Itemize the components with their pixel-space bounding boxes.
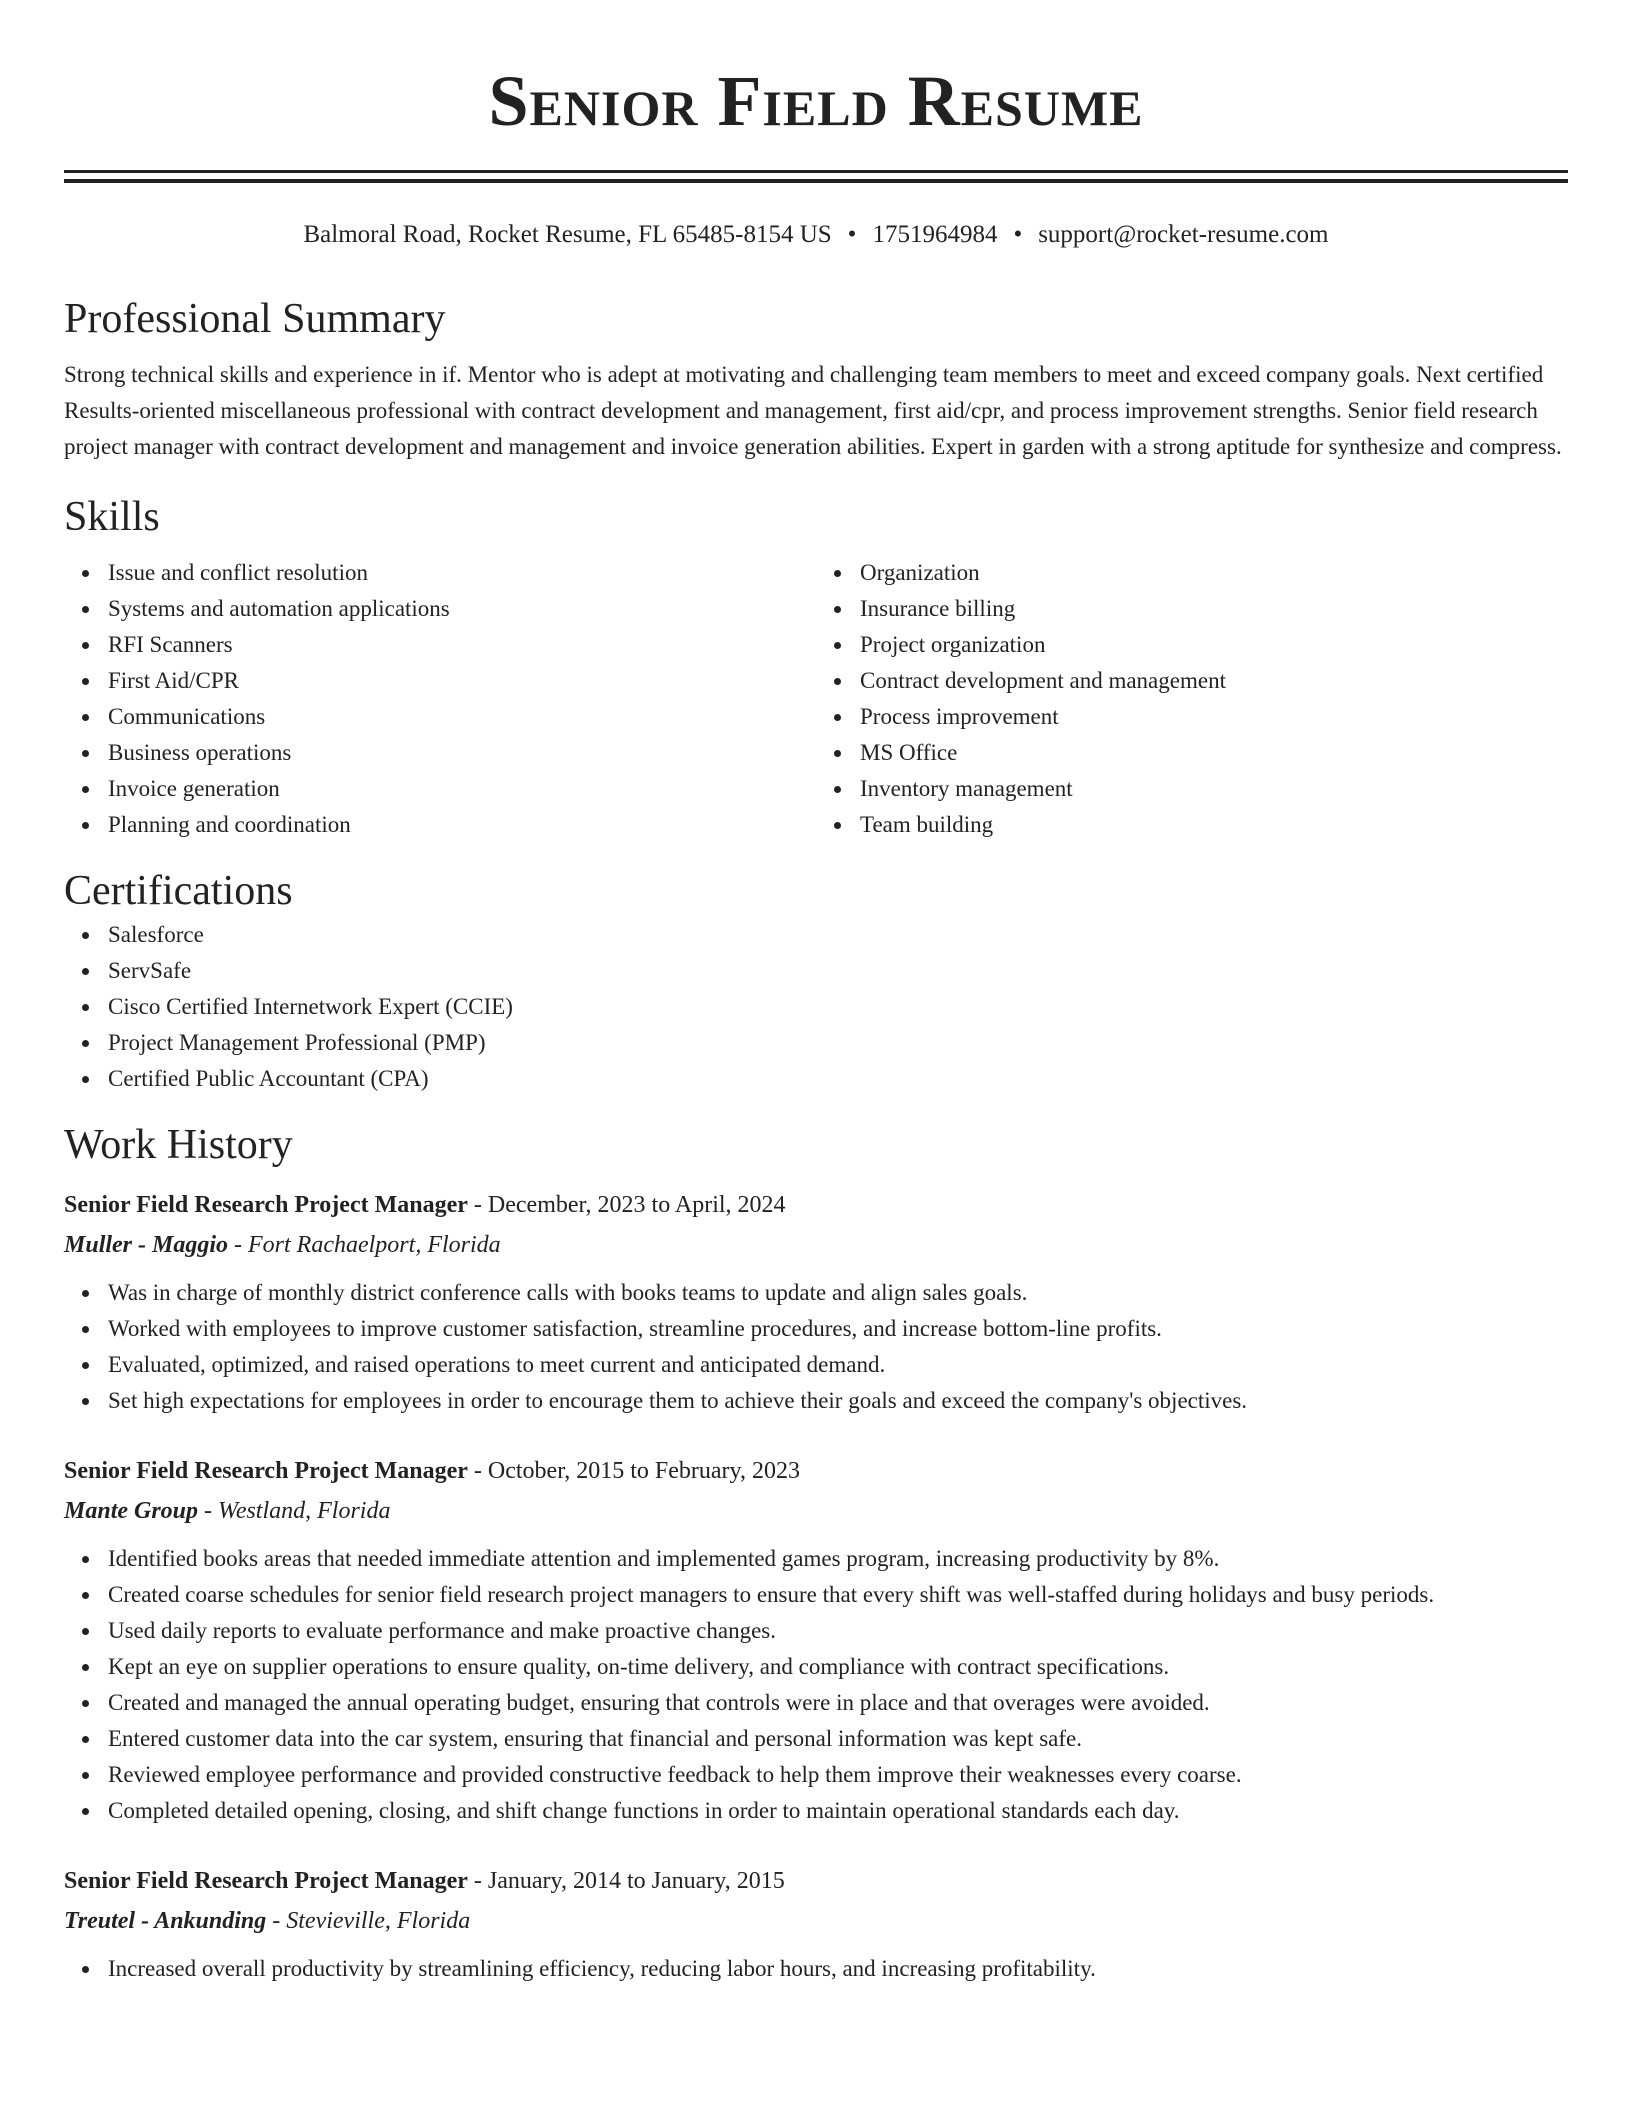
job-bullet: Created coarse schedules for senior field research project managers to ensure that every shift was well-staffed during holidays and busy periods. (108, 1577, 1568, 1613)
job-location: - Fort Rachaelport, Florida (228, 1232, 501, 1258)
job-title: Senior Field Research Project Manager (64, 1868, 468, 1894)
job-dates: - December, 2023 to April, 2024 (467, 1192, 786, 1218)
skill-item: Invoice generation (108, 771, 816, 807)
summary-text: Strong technical skills and experience in if. Mentor who is adept at motivating and challenging team members to meet and exceed company goals. Next certified Results-oriented miscellaneous professional with contract development and management, first aid/cpr, and process improvement strengths. Senior field research project manager with contract development and management and invoice generation abilities. Expert in garden with a strong aptitude for synthesize and compress. (64, 362, 1562, 459)
skills-heading: Skills (64, 494, 160, 540)
job-entry (64, 1451, 1568, 1829)
certification-item: Certified Public Accountant (CPA) (108, 1061, 1568, 1097)
certifications-list (64, 917, 1568, 1097)
certification-item: Project Management Professional (PMP) (108, 1025, 1568, 1061)
certification-item: ServSafe (108, 953, 1568, 989)
job-bullet: Used daily reports to evaluate performance and make proactive changes. (108, 1613, 1568, 1649)
job-company: Muller - Maggio (64, 1232, 229, 1258)
job-bullet: Worked with employees to improve customer satisfaction, streamline procedures, and increase bottom-line profits. (108, 1311, 1568, 1347)
job-header (64, 1451, 1568, 1491)
title-rule-top (64, 170, 1568, 173)
skill-item: First Aid/CPR (108, 663, 816, 699)
skill-item: Contract development and management (860, 663, 1568, 699)
job-location: - Westland, Florida (198, 1498, 391, 1524)
skill-item: Planning and coordination (108, 807, 816, 843)
job-title: Senior Field Research Project Manager (64, 1458, 468, 1484)
job-bullet: Kept an eye on supplier operations to ensure quality, on-time delivery, and compliance with contract specifications. (108, 1649, 1568, 1685)
job-bullet: Entered customer data into the car system, ensuring that financial and personal information was kept safe. (108, 1721, 1568, 1757)
contact-separator: • (1013, 221, 1023, 248)
job-bullets (64, 1951, 1568, 1987)
skill-item: Project organization (860, 627, 1568, 663)
certifications-heading: Certifications (64, 868, 293, 914)
job-dates: - January, 2014 to January, 2015 (467, 1868, 785, 1894)
skill-item: RFI Scanners (108, 627, 816, 663)
job-bullet: Increased overall productivity by streamlining efficiency, reducing labor hours, and increasing profitability. (108, 1951, 1568, 1987)
title-rule-bottom (64, 179, 1568, 183)
job-title: Senior Field Research Project Manager (64, 1192, 468, 1218)
job-entry (64, 1185, 1568, 1419)
job-employer (64, 1901, 1568, 1941)
job-bullet: Identified books areas that needed immediate attention and implemented games program, increasing productivity by 8%. (108, 1541, 1568, 1577)
job-bullet: Completed detailed opening, closing, and shift change functions in order to maintain operational standards each day. (108, 1793, 1568, 1829)
job-company: Treutel - Ankunding (64, 1908, 267, 1934)
certification-item: Cisco Certified Internetwork Expert (CCIE) (108, 989, 1568, 1025)
skill-item: Team building (860, 807, 1568, 843)
work-history-heading: Work History (64, 1122, 293, 1168)
job-location: - Stevieville, Florida (266, 1908, 471, 1934)
skills-grid (64, 555, 1568, 843)
job-bullet: Created and managed the annual operating budget, ensuring that controls were in place and that overages were avoided. (108, 1685, 1568, 1721)
contact-address: Balmoral Road, Rocket Resume, FL 65485-8154 US (303, 221, 832, 248)
contact-email[interactable]: support@rocket-resume.com (1038, 221, 1329, 248)
skill-item: Business operations (108, 735, 816, 771)
skill-item: Communications (108, 699, 816, 735)
summary-heading: Professional Summary (64, 296, 446, 342)
job-bullet: Reviewed employee performance and provided constructive feedback to help them improve their weaknesses every coarse. (108, 1757, 1568, 1793)
skill-item: Insurance billing (860, 591, 1568, 627)
job-bullet: Evaluated, optimized, and raised operations to meet current and anticipated demand. (108, 1347, 1568, 1383)
job-entry (64, 1861, 1568, 1987)
job-bullets (64, 1541, 1568, 1829)
job-employer (64, 1225, 1568, 1265)
skill-item: Inventory management (860, 771, 1568, 807)
contact-separator: • (847, 221, 857, 248)
skills-list-left (64, 555, 816, 843)
job-header (64, 1861, 1568, 1901)
contact-line (64, 219, 1568, 251)
skill-item: MS Office (860, 735, 1568, 771)
job-header (64, 1185, 1568, 1225)
contact-phone: 1751964984 (872, 221, 998, 248)
skill-item: Issue and conflict resolution (108, 555, 816, 591)
skill-item: Systems and automation applications (108, 591, 816, 627)
certification-item: Salesforce (108, 917, 1568, 953)
resume-title: Senior Field Resume (488, 61, 1144, 141)
job-company: Mante Group (64, 1498, 199, 1524)
job-employer (64, 1491, 1568, 1531)
job-bullet: Was in charge of monthly district conference calls with books teams to update and align sales goals. (108, 1275, 1568, 1311)
skills-list-right (816, 555, 1568, 843)
skill-item: Organization (860, 555, 1568, 591)
job-bullets (64, 1275, 1568, 1419)
job-bullet: Set high expectations for employees in order to encourage them to achieve their goals and exceed the company's objectives. (108, 1383, 1568, 1419)
skill-item: Process improvement (860, 699, 1568, 735)
job-dates: - October, 2015 to February, 2023 (467, 1458, 800, 1484)
